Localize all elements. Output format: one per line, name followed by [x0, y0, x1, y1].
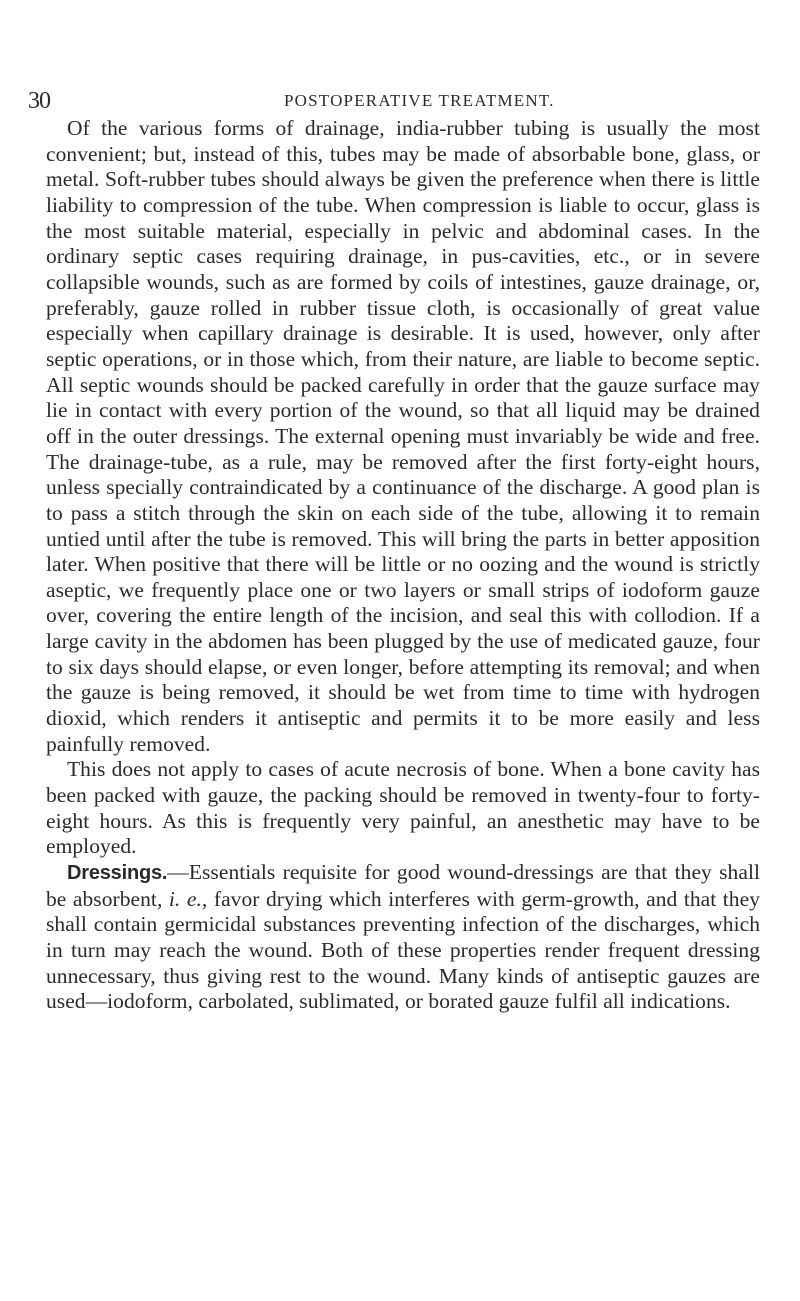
dressings-text-start: —Essentials requisite for good wound-dressings are that they shall be absorbent,: [46, 860, 760, 911]
italic-ie: i. e.,: [168, 886, 208, 911]
section-head-dressings: Dressings.: [67, 862, 168, 885]
body-text: [46, 116, 760, 1015]
running-title: POSTOPERATIVE TREATMENT.: [284, 91, 555, 110]
page-number: 30: [28, 88, 50, 114]
page-header: [28, 86, 772, 116]
paragraph-drainage: Of the various forms of drainage, india-rubber tubing is usually the most convenient; but, instead of this, tubes may be made of absorbable bone, glass, or metal. Soft-rubber tubes should always be given the preference when there is little liability to compression of the tube. When compression is liable to occur, glass is the most suitable material, especially in pelvic and abdominal cases. In the ordinary septic cases requiring drainage, in pus-cavities, etc., or in severe collapsible wounds, such as are formed by coils of intestines, gauze drainage, or, preferably, gauze rolled in rubber tissue cloth, is occasionally of great value especially when capillary drainage is desirable. It is used, however, only after septic operations, or in those which, from their nature, are liable to become septic. All septic wounds should be packed carefully in order that the gauze surface may lie in contact with every portion of the wound, so that all liquid may be drained off in the outer dressings. The external opening must invariably be wide and free. The drainage-tube, as a rule, may be removed after the first forty-eight hours, unless specially contraindicated by a continuance of the discharge. A good plan is to pass a stitch through the skin on each side of the tube, allowing it to remain untied until after the tube is removed. This will bring the parts in better apposition later. When positive that there will be little or no oozing and the wound is strictly aseptic, we frequently place one or two layers or small strips of iodoform gauze over, covering the entire length of the incision, and seal this with collodion. If a large cavity in the abdomen has been plugged by the use of medicated gauze, four to six days should elapse, or even longer, before attempting its removal; and when the gauze is being removed, it should be wet from time to time with hydrogen dioxid, which renders it antiseptic and permits it to be more easily and less painfully removed.: [46, 116, 760, 756]
paragraph-dressings: [46, 860, 760, 1015]
paragraph-necrosis: This does not apply to cases of acute necrosis of bone. When a bone cavity has been packed with gauze, the packing should be removed in twenty-four to forty-eight hours. As this is frequently very painful, an anesthetic may have to be employed.: [46, 757, 760, 859]
dressings-text-end: favor drying which interferes with germ-growth, and that they shall contain germicidal substances preventing infection of the discharges, which in turn may reach the wound. Both of these properties render frequent dressing unnecessary, thus giving rest to the wound. Many kinds of antiseptic gauzes are used—iodoform, carbolated, sublimated, or borated gauze fulfil all indications.: [46, 886, 760, 1014]
